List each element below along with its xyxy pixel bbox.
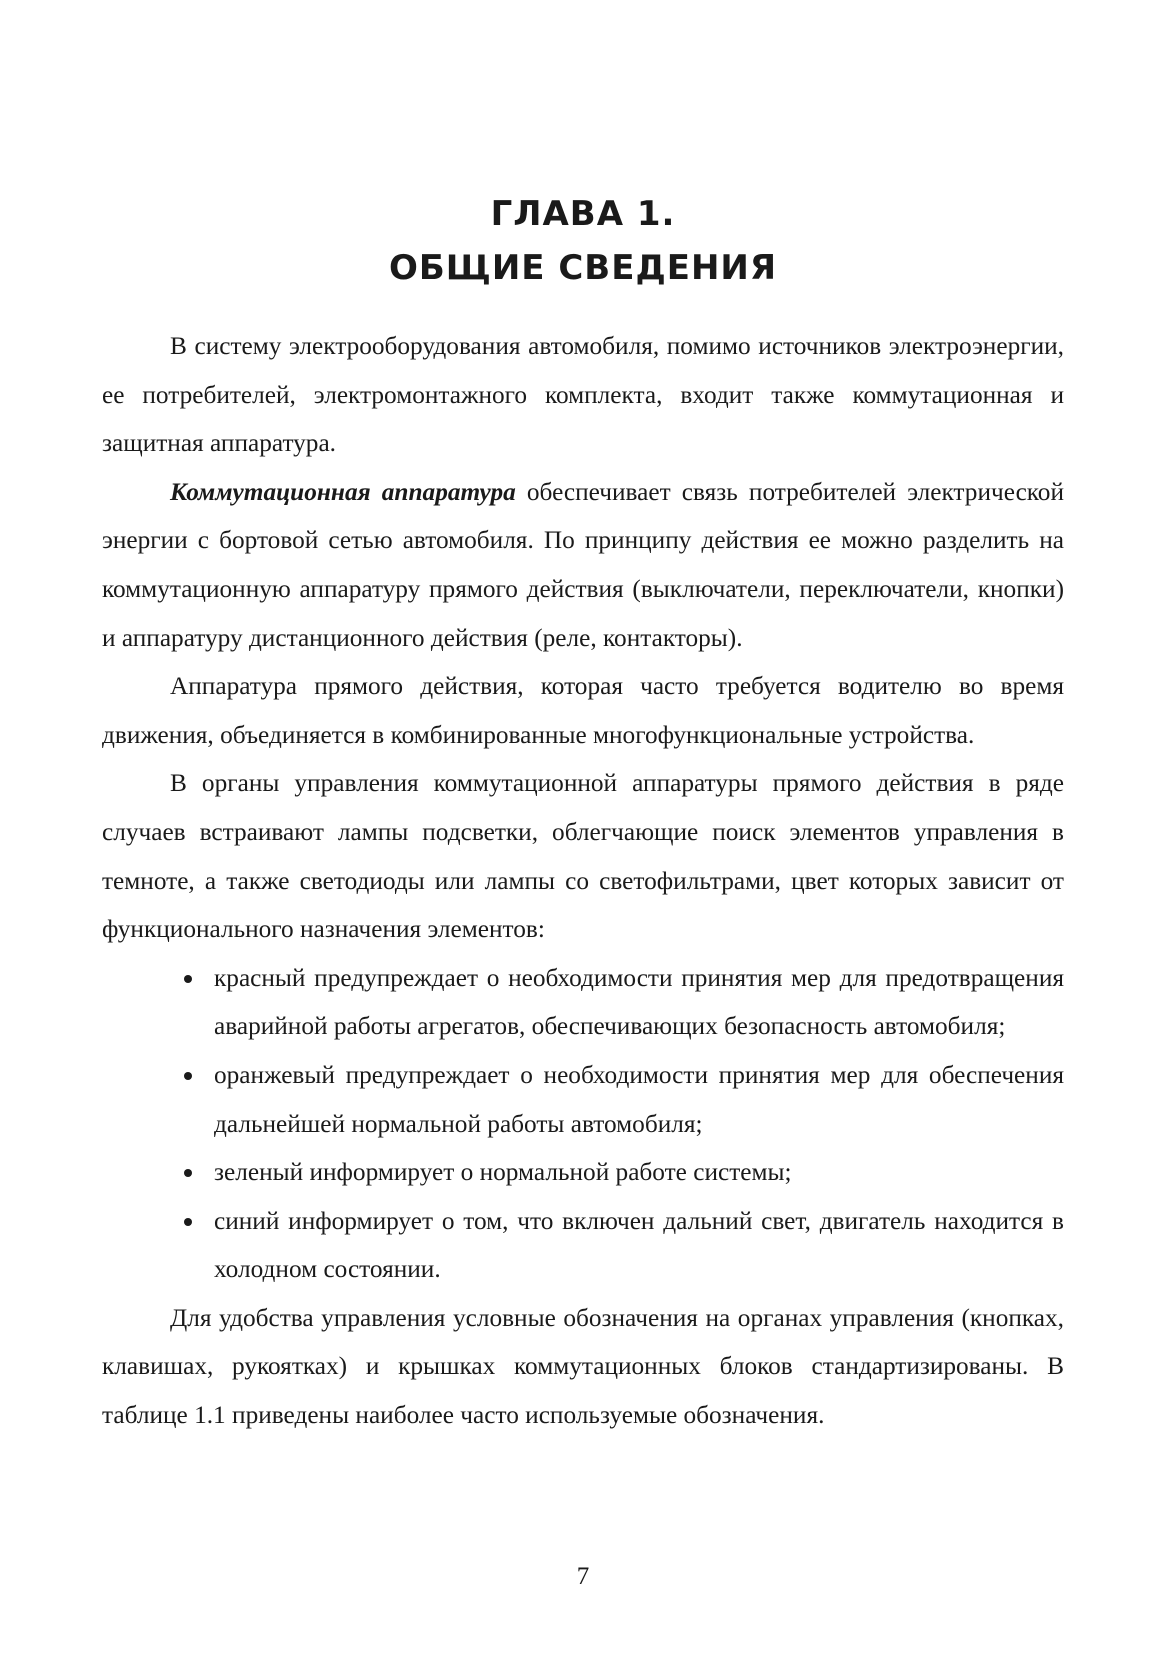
paragraph-switching-equipment-text: обеспечивает связь потребителей электрической энергии с бортовой сетью автомобиля. По принципу действия ее можно разделить на коммутационную аппаратуру прямого действия (выключатели, переключатели, кнопки) и аппаратуру дистанционного действия (реле, контакторы). <box>102 477 1064 652</box>
term-switching-equipment: Коммутационная аппаратура <box>170 477 516 506</box>
page-number: 7 <box>576 1563 590 1590</box>
list-item-text: красный предупреждает о необходимости принятия мер для предотвращения аварийной работы агрегатов, обеспечивающих безопасность автомобиля; <box>214 963 1064 1041</box>
chapter-title <box>0 187 1166 295</box>
list-item-orange <box>102 1051 1064 1148</box>
list-item-text: зеленый информирует о нормальной работе системы; <box>214 1158 792 1187</box>
list-item-text: синий информирует о том, что включен дальний свет, двигатель находится в холодном состоянии. <box>214 1206 1064 1284</box>
indicator-color-list <box>102 954 1064 1294</box>
list-item-green <box>102 1148 1064 1197</box>
list-item-red <box>102 954 1064 1051</box>
paragraph-direct-action: Аппаратура прямого действия, которая часто требуется водителю во время движения, объединяется в комбинированные многофункциональные устройства. <box>102 672 1064 749</box>
chapter-name: ОБЩИЕ СВЕДЕНИЯ <box>388 248 778 288</box>
list-item-text: оранжевый предупреждает о необходимости принятия мер для обеспечения дальнейшей нормальной работы автомобиля; <box>214 1060 1064 1138</box>
chapter-number: ГЛАВА 1. <box>490 194 676 234</box>
bullet-icon <box>184 1072 192 1080</box>
paragraph-intro: В систему электрооборудования автомобиля, помимо источников электроэнергии, ее потребителей, электромонтажного комплекта, входит также коммутационная и защитная аппаратура. <box>102 332 1064 458</box>
list-item-blue <box>102 1197 1064 1294</box>
body-text <box>102 322 1064 1440</box>
bullet-icon <box>184 1218 192 1226</box>
paragraph-symbols: Для удобства управления условные обозначения на органах управления (кнопках, клавишах, рукоятках) и крышках коммутационных блоков стандартизированы. В таблице 1.1 приведены наиболее часто используемые обозначения. <box>102 1303 1064 1430</box>
paragraph-switching-equipment <box>102 468 1064 662</box>
paragraph-indicators: В органы управления коммутационной аппаратуры прямого действия в ряде случаев встраивают лампы подсветки, облегчающие поиск элементов управления в темноте, а также светодиоды или лампы со светофильтрами, цвет которых зависит от функционального назначения элементов: <box>102 769 1064 944</box>
bullet-icon <box>184 1169 192 1177</box>
bullet-icon <box>184 975 192 983</box>
